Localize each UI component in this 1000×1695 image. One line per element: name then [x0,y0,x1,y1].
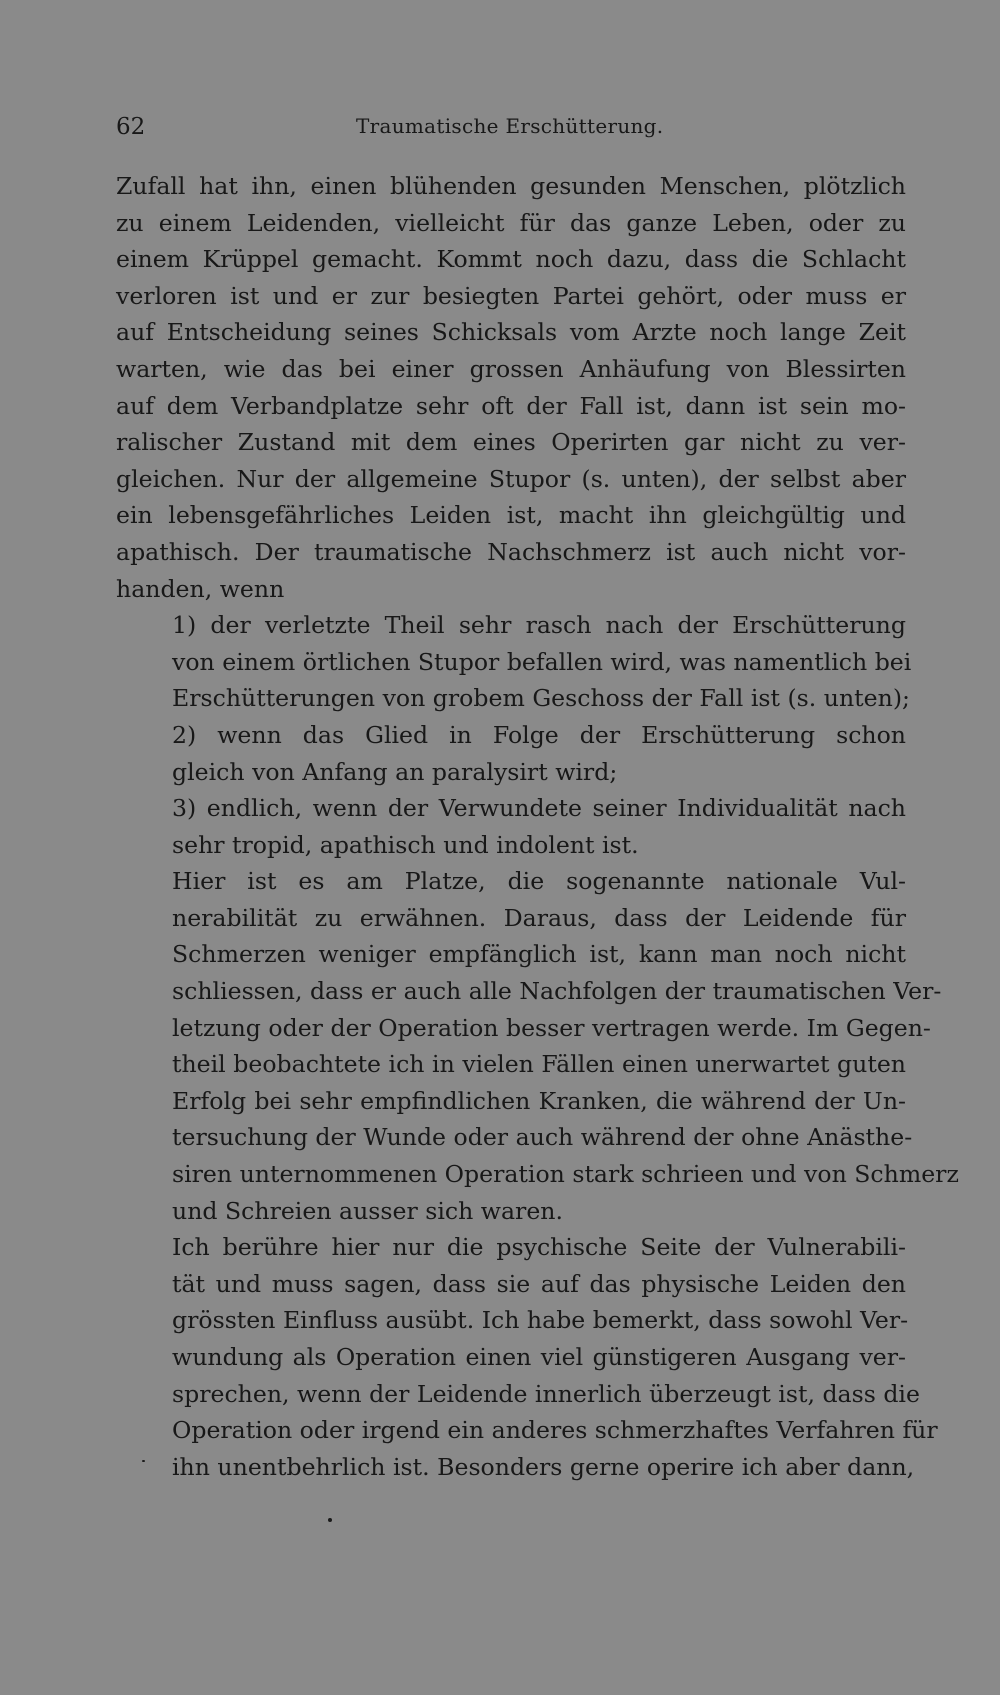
paragraph [116,863,959,1229]
text-line: handen, wenn [116,574,285,603]
text-line: verloren ist und er zur besiegten Partei gehört, oder muss er [116,281,906,310]
scan-speck [328,1518,332,1522]
text-line: und Schreien ausser sich waren. [172,1196,563,1225]
text-line: Ich berühre hier nur die psychische Seite der Vulnerabili- [172,1233,906,1262]
text-line: ralischer Zustand mit dem eines Operirten gar nicht zu ver- [116,428,906,457]
text-line: 3) endlich, wenn der Verwundete seiner Individualität nach [172,794,906,823]
text-line: Schmerzen weniger empfänglich ist, kann man noch nicht [172,940,906,969]
text-line: 1) der verletzte Theil sehr rasch nach der Erschütterung [172,611,906,640]
text-line: gleichen. Nur der allgemeine Stupor (s. unten), der selbst aber [116,464,906,493]
text-line: Zufall hat ihn, einen blühenden gesunden Menschen, plötzlich [116,172,906,200]
text-line: 2) wenn das Glied in Folge der Erschütterung schon [172,720,906,749]
paragraph [116,717,906,790]
text-line: Erfolg bei sehr empfindlichen Kranken, die während der Un- [172,1086,906,1115]
text-line: wundung als Operation einen viel günstigeren Ausgang ver- [172,1343,906,1371]
scan-speck [142,1460,145,1462]
running-title: Traumatische Erschütterung. [356,114,664,138]
page-number: 62 [116,114,146,140]
paragraph [116,1229,938,1485]
text-line: grössten Einfluss ausübt. Ich habe bemerkt, dass sowohl Ver- [172,1306,909,1335]
paragraph [116,168,906,607]
book-page [116,108,959,1485]
text-line: tersuchung der Wunde oder auch während der ohne Anästhe- [172,1123,913,1152]
text-line: sehr tropid, apathisch und indolent ist. [172,830,639,859]
paragraph [116,790,906,863]
text-line: ihn unentbehrlich ist. Besonders gerne operire ich aber dann, [172,1452,915,1481]
text-line: ein lebensgefährliches Leiden ist, macht ihn gleichgültig und [116,501,906,530]
text-line: sprechen, wenn der Leidende innerlich überzeugt ist, dass die [172,1379,920,1408]
text-line: theil beobachtete ich in vielen Fällen einen unerwartet guten [172,1050,906,1079]
text-line: von einem örtlichen Stupor befallen wird, was namentlich bei [172,647,912,676]
text-line: apathisch. Der traumatische Nachschmerz ist auch nicht vor- [116,537,906,566]
text-line: auf dem Verbandplatze sehr oft der Fall ist, dann ist sein mo- [116,391,906,420]
text-line: schliessen, dass er auch alle Nachfolgen der traumatischen Ver- [172,977,942,1006]
text-line: auf Entscheidung seines Schicksals vom Arzte noch lange Zeit [116,318,906,347]
text-line: tät und muss sagen, dass sie auf das physische Leiden den [172,1269,906,1298]
paragraph [116,607,912,717]
text-line: Erschütterungen von grobem Geschoss der Fall ist (s. unten); [172,684,910,713]
text-line: warten, wie das bei einer grossen Anhäufung von Blessirten [116,354,906,383]
text-line: letzung oder der Operation besser vertragen werde. Im Gegen- [172,1013,931,1042]
body-text [116,168,959,1485]
text-line: Operation oder irgend ein anderes schmerzhaftes Verfahren für [172,1416,938,1445]
text-line: Hier ist es am Platze, die sogenannte nationale Vul- [172,867,906,896]
text-line: siren unternommenen Operation stark schrieen und von Schmerz [172,1160,959,1189]
text-line: gleich von Anfang an paralysirt wird; [172,757,618,786]
running-head [116,108,906,144]
text-line: zu einem Leidenden, vielleicht für das ganze Leben, oder zu [116,208,906,237]
text-line: einem Krüppel gemacht. Kommt noch dazu, dass die Schlacht [116,245,906,274]
text-line: nerabilität zu erwähnen. Daraus, dass der Leidende für [172,903,906,932]
